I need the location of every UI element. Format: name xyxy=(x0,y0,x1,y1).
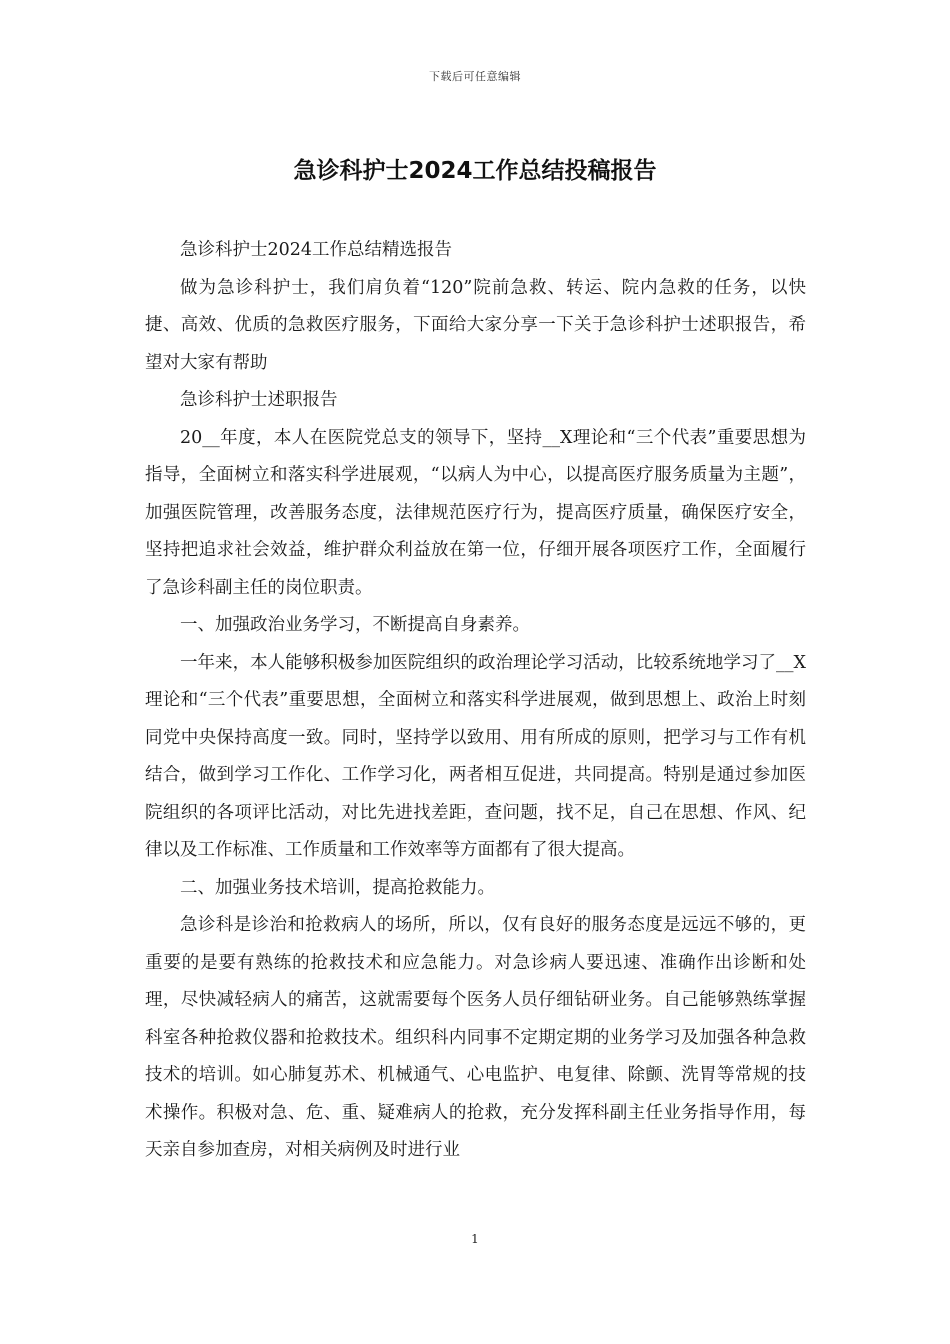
paragraph-political-study: 一年来，本人能够积极参加医院组织的政治理论学习活动，比较系统地学习了__X理论和“三个代表”重要思想，全面树立和落实科学进展观，做到思想上、政治上时刻同党中央保持高度一致。同时，坚持学以致用、用有所成的原则，把学习与工作有机结合，做到学习工作化、工作学习化，两者相互促进，共同提高。特别是通过参加医院组织的各项评比活动，对比先进找差距，查问题，找不足，自己在思想、作风、纪律以及工作标准、工作质量和工作效率等方面都有了很大提高。 xyxy=(145,652,806,860)
page-number: 1 xyxy=(471,1232,479,1246)
paragraph-annual-summary: 20__年度，本人在医院党总支的领导下，坚持__X理论和“三个代表”重要思想为指导，全面树立和落实科学进展观，“以病人为中心，以提高医疗服务质量为主题”，加强医院管理，改善服务态度，法律规范医疗行为，提高医疗质量，确保医疗安全，坚持把追求社会效益，维护群众利益放在第一位，仔细开展各项医疗工作，全面履行了急诊科副主任的岗位职责。 xyxy=(145,427,806,598)
paragraph-intro: 做为急诊科护士，我们肩负着“120”院前急救、转运、院内急救的任务，以快捷、高效、优质的急救医疗服务，下面给大家分享一下关于急诊科护士述职报告，希望对大家有帮助 xyxy=(145,277,806,373)
section-heading-2: 二、加强业务技术培训，提高抢救能力。 xyxy=(180,877,495,898)
document-title: 急诊科护士2024工作总结投稿报告 xyxy=(293,158,657,184)
document-body xyxy=(145,232,806,1170)
paragraph-technical-training: 急诊科是诊治和抢救病人的场所，所以，仅有良好的服务态度是远远不够的，更重要的是要有熟练的抢救技术和应急能力。对急诊病人要迅速、准确作出诊断和处理，尽快减轻病人的痛苦，这就需要每个医务人员仔细钻研业务。自己能够熟练掌握科室各种抢救仪器和抢救技术。组织科内同事不定期定期的业务学习及加强各种急救技术的培训。如心肺复苏术、机械通气、心电监护、电复律、除颤、洗胃等常规的技术操作。积极对急、危、重、疑难病人的抢救，充分发挥科副主任业务指导作用，每天亲自参加查房，对相关病例及时进行业 xyxy=(145,915,806,1160)
paragraph-subtitle: 急诊科护士2024工作总结精选报告 xyxy=(180,240,453,260)
page-header-note: 下载后可任意编辑 xyxy=(429,70,521,83)
section-heading-1: 一、加强政治业务学习，不断提高自身素养。 xyxy=(180,615,530,635)
paragraph-report-heading: 急诊科护士述职报告 xyxy=(180,390,338,410)
